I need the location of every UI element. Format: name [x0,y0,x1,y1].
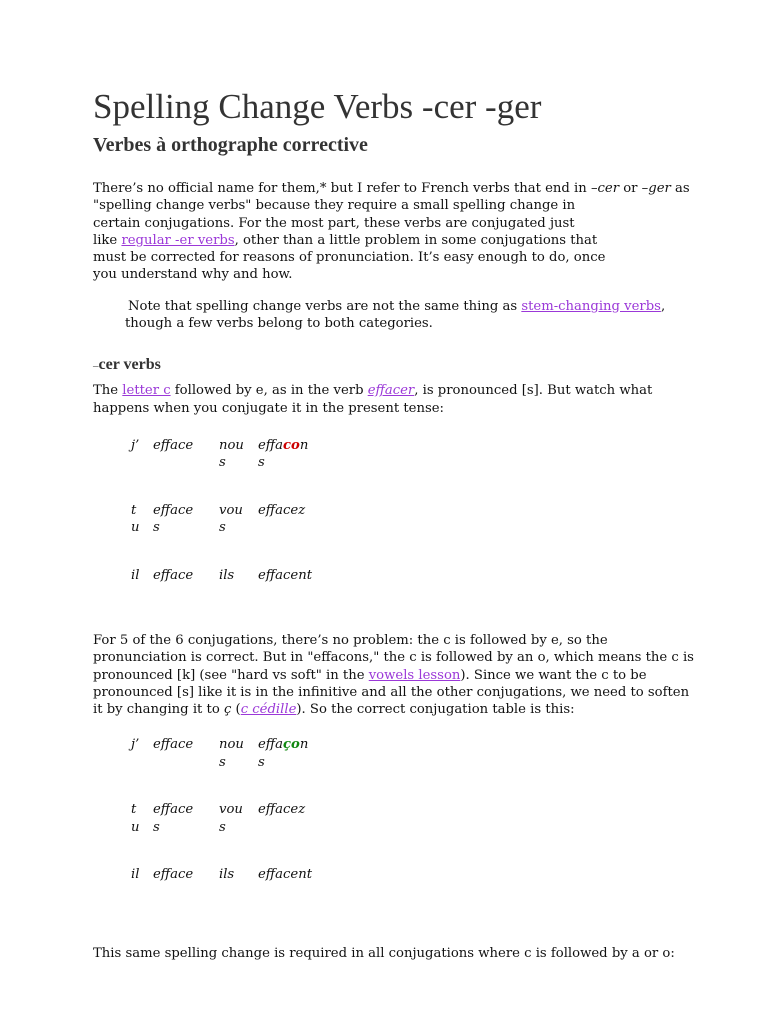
conjugation-table-correct [131,736,531,931]
verb-cell: efface s [153,502,194,536]
cer-verbs-heading: –cer verbs [93,356,161,374]
verb-cell: efface [153,867,194,883]
verb-cell: efface [153,567,194,583]
pronoun-cell: vou s [219,502,243,536]
table-row [131,437,531,477]
verb-cell: efface [153,737,194,753]
pronoun-cell: t u [131,502,140,536]
verb-cell: effacez [258,502,306,518]
closing-paragraph: This same spelling change is required in all conjugations where c is followed by a or o: [93,946,675,962]
verb-cell: effacent [258,567,312,583]
intro-paragraph: There’s no official name for them,* but I refer to French verbs that end in –cer or –ger as "spelling change verbs" because they require a small spelling change in certain conjugations. For the most part, these verbs are conjugated just like regular -er verbs, other than a little problem in some conjugations that must be corrected for reasons of pronunciation. It’s easy enough to do, once you understand why and how. [93,181,690,283]
table-row [131,801,531,841]
page-title: Spelling Change Verbs -cer -ger [93,87,542,126]
pronoun-cell: il [131,867,140,883]
highlighted-letters: co [283,437,300,453]
pronoun-cell: ils [219,567,235,583]
c-cedille-link[interactable]: c cédille [240,702,297,718]
page-subtitle: Verbes à orthographe corrective [93,134,368,156]
problem-paragraph: For 5 of the 6 conjugations, there’s no problem: the c is followed by e, so the pronunciation is correct. But in "effacons," the c is followed by an o, which means the c is pronounced [k] (see "hard vs soft" in the vowels lesson). Since we want the c to be pronounced [s] like it is in the infinitive and all the other conjugations, we need to soften it by changing it to ç (c cédille). So the correct conjugation table is this: [93,632,694,718]
pronoun-cell: j’ [131,437,140,453]
verb-cell: effaçon s [258,737,309,770]
highlighted-letters: ço [283,737,300,753]
table-row [131,567,531,607]
regular-er-verbs-link[interactable]: regular -er verbs [121,232,235,248]
pronoun-cell: nou s [219,737,244,770]
pronoun-cell: j’ [131,737,140,753]
document-page [93,86,694,963]
table-row [131,502,531,542]
pronoun-cell: vou s [219,802,243,835]
verb-cell: efface s [153,802,194,835]
stem-changing-verbs-link[interactable]: stem-changing verbs [521,298,661,314]
verb-cell: effacent [258,867,312,883]
pronoun-cell: il [131,567,140,583]
effacer-link[interactable]: effacer [367,383,415,399]
conjugation-table-incorrect [131,437,531,632]
pronoun-cell: nou s [219,437,244,471]
table-row [131,736,531,776]
note-paragraph: Note that spelling change verbs are not the same thing as stem-changing verbs, though a few verbs belong to both categories. [125,298,666,332]
pronoun-cell: ils [219,867,235,883]
vowels-lesson-link[interactable]: vowels lesson [368,667,461,683]
cer-paragraph: The letter c followed by e, as in the verb effacer, is pronounced [s]. But watch what happens when you conjugate it in the present tense: [93,383,653,416]
letter-c-link[interactable]: letter c [122,383,171,399]
verb-cell: efface [153,437,194,453]
pronoun-cell: t u [131,802,140,835]
table-row [131,866,531,906]
verb-cell: effacon s [258,437,309,471]
verb-cell: effacez [258,802,306,818]
